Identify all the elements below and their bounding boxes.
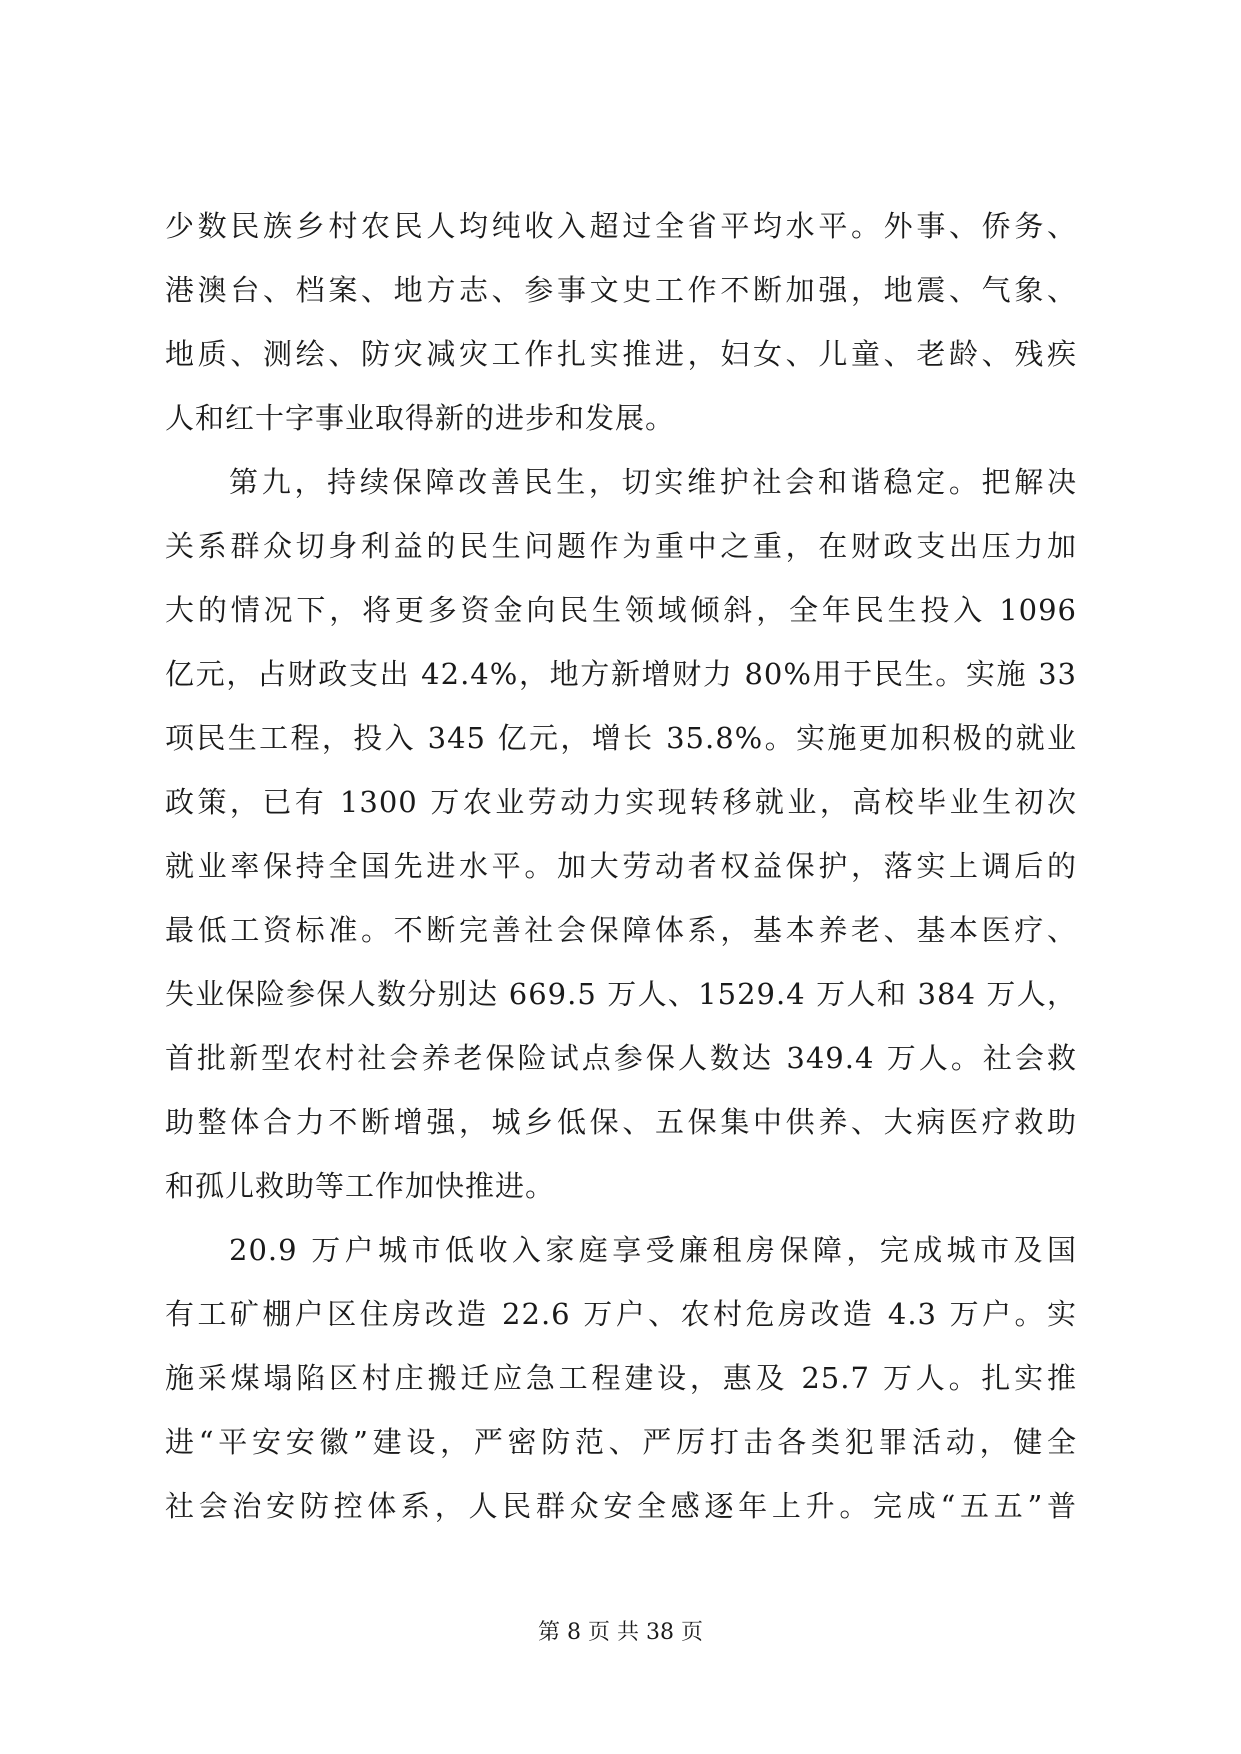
- text-line: 和孤儿救助等工作加快推进。: [165, 1169, 556, 1203]
- text-line: 助整体合力不断增强，城乡低保、五保集中供养、大病医疗救助: [165, 1105, 1077, 1139]
- text-line: 施采煤塌陷区村庄搬迁应急工程建设，惠及 25.7 万人。扎实推: [165, 1361, 1077, 1395]
- document-body: [165, 194, 1077, 1538]
- text-line: 进“平安安徽”建设，严密防范、严厉打击各类犯罪活动，健全: [165, 1425, 1077, 1459]
- paragraph-2: [165, 450, 1077, 1218]
- text-line: 关系群众切身利益的民生问题作为重中之重，在财政支出压力加: [165, 529, 1077, 563]
- text-line: 地质、测绘、防灾减灾工作扎实推进，妇女、儿童、老龄、残疾: [165, 337, 1077, 371]
- text-line: 失业保险参保人数分别达 669.5 万人、1529.4 万人和 384 万人，: [165, 977, 1077, 1011]
- paragraph-1: [165, 194, 1077, 450]
- text-line: 项民生工程，投入 345 亿元，增长 35.8%。实施更加积极的就业: [165, 721, 1077, 755]
- paragraph-3: [165, 1218, 1077, 1538]
- text-line: 就业率保持全国先进水平。加大劳动者权益保护，落实上调后的: [165, 849, 1077, 883]
- page-footer: 第 8 页 共 38 页: [538, 1620, 703, 1645]
- text-line: 亿元，占财政支出 42.4%，地方新增财力 80%用于民生。实施 33: [165, 657, 1077, 691]
- text-line: 港澳台、档案、地方志、参事文史工作不断加强，地震、气象、: [165, 273, 1077, 307]
- text-line: 大的情况下，将更多资金向民生领域倾斜，全年民生投入 1096: [165, 593, 1077, 627]
- text-line: 社会治安防控体系，人民群众安全感逐年上升。完成“五五”普: [165, 1489, 1077, 1523]
- text-line: 有工矿棚户区住房改造 22.6 万户、农村危房改造 4.3 万户。实: [165, 1297, 1077, 1331]
- text-line: 政策，已有 1300 万农业劳动力实现转移就业，高校毕业生初次: [165, 785, 1077, 819]
- text-line: 第九，持续保障改善民生，切实维护社会和谐稳定。把解决: [229, 465, 1077, 499]
- text-line: 20.9 万户城市低收入家庭享受廉租房保障，完成城市及国: [229, 1233, 1077, 1267]
- text-line: 首批新型农村社会养老保险试点参保人数达 349.4 万人。社会救: [165, 1041, 1077, 1075]
- text-line: 最低工资标准。不断完善社会保障体系，基本养老、基本医疗、: [165, 913, 1077, 947]
- text-line: 人和红十字事业取得新的进步和发展。: [165, 401, 676, 435]
- text-line: 少数民族乡村农民人均纯收入超过全省平均水平。外事、侨务、: [165, 209, 1077, 243]
